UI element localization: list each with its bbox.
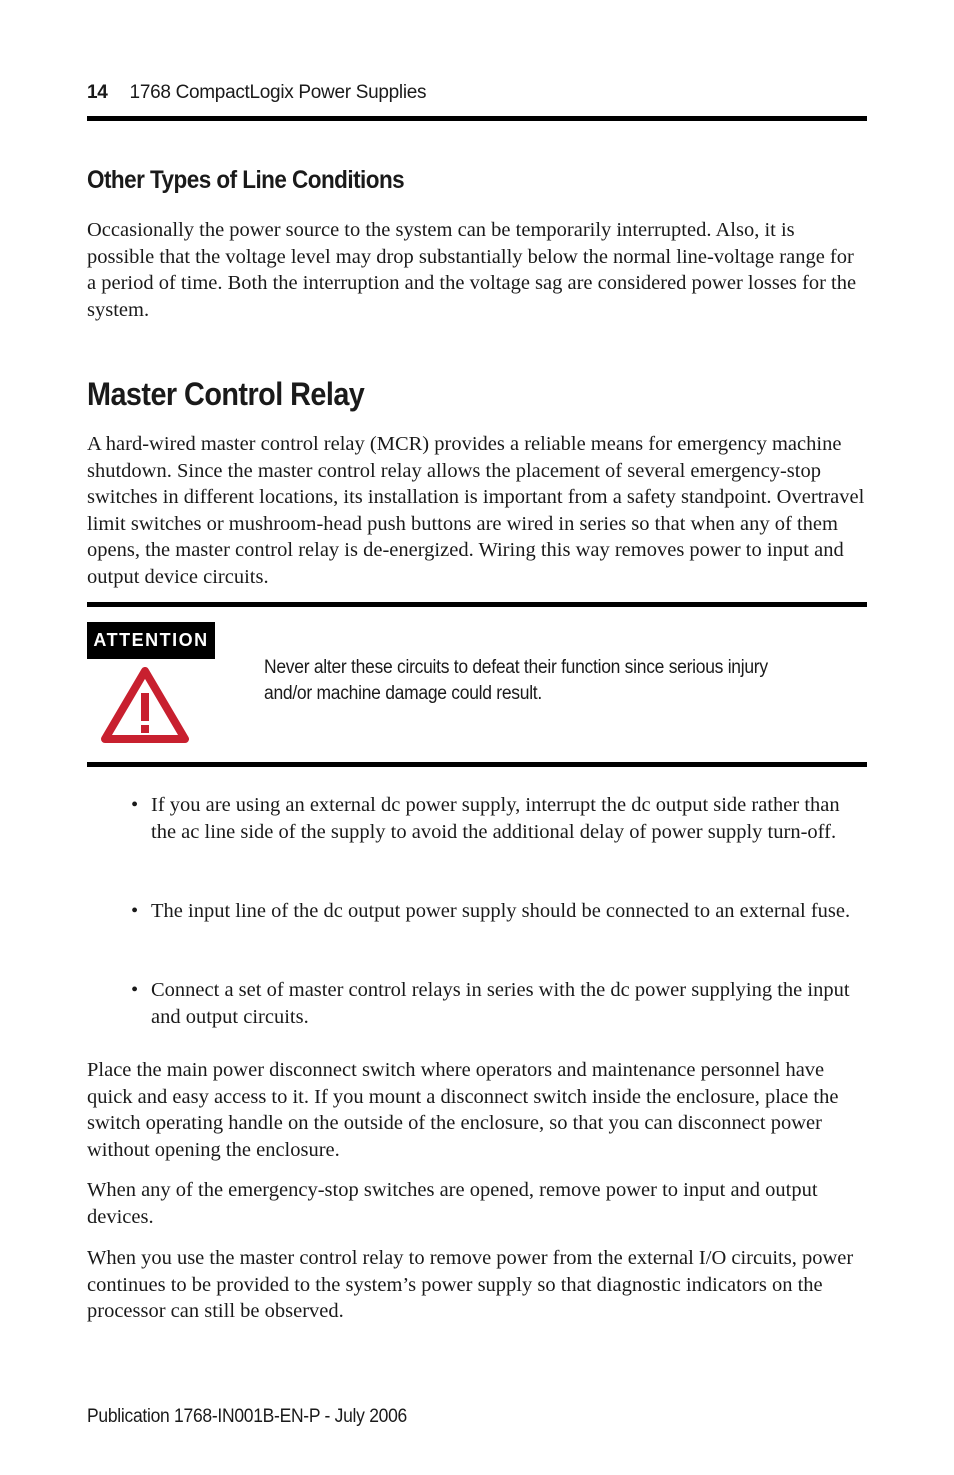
page-number: 14 [87,82,108,103]
attention-bottom-rule [87,762,867,767]
bullet-glyph: • [131,794,139,816]
attention-badge: ATTENTION [87,622,215,659]
bullet-glyph: • [131,900,139,922]
attention-message: Never alter these circuits to defeat their function since serious injury and/or machine damage could result. [264,657,768,704]
document-title: 1768 CompactLogix Power Supplies [129,82,427,103]
paragraph-external-io: When you use the master control relay to remove power from the external I/O circuits, power continues to be provided to the system’s power supply so that diagnostic indicators on the processor can still be observed. [87,1247,854,1322]
list-item-text: If you are using an external dc power supply, interrupt the dc output side rather than the ac line side of the supply to avoid the additional delay of power supply turn-off. [151,794,840,843]
header-rule [87,116,867,121]
list-item [131,898,871,925]
list-item [131,792,871,845]
warning-triangle-icon [101,667,189,743]
paragraph-line-conditions: Occasionally the power source to the system can be temporarily interrupted. Also, it is possible that the voltage level may drop substantially below the normal line-voltage range for a period of time. Both the interruption and the voltage sag are considered power losses for the system. [87,219,857,321]
running-header [87,82,426,104]
publication-footer: Publication 1768-IN001B-EN-P - July 2006 [87,1406,407,1427]
paragraph-master-control-relay: A hard-wired master control relay (MCR) provides a reliable means for emergency machine shutdown. Since the master control relay allows the placement of several emergency-stop switches in different locations, its installation is important from a safety standpoint. Overtravel limit switches or mushroom-head push buttons are wired in series so that when any of them opens, the master control relay is de-energized. Wiring this way removes power to input and output device circuits. [87,433,865,588]
bullet-glyph: • [131,979,139,1001]
paragraph-emergency-stop: When any of the emergency-stop switches are opened, remove power to input and output devices. [87,1179,818,1228]
attention-top-rule [87,602,867,607]
list-item-text: The input line of the dc output power supply should be connected to an external fuse. [151,900,851,922]
list-item [131,977,871,1030]
heading-line-conditions: Other Types of Line Conditions [87,166,405,194]
paragraph-disconnect-switch: Place the main power disconnect switch where operators and maintenance personnel have quick and easy access to it. If you mount a disconnect switch inside the enclosure, place the switch operating handle on the outside of the enclosure, so that you can disconnect power without opening the enclosure. [87,1059,839,1161]
heading-master-control-relay: Master Control Relay [87,376,365,412]
list-item-text: Connect a set of master control relays in series with the dc power supplying the input and output circuits. [151,979,850,1028]
